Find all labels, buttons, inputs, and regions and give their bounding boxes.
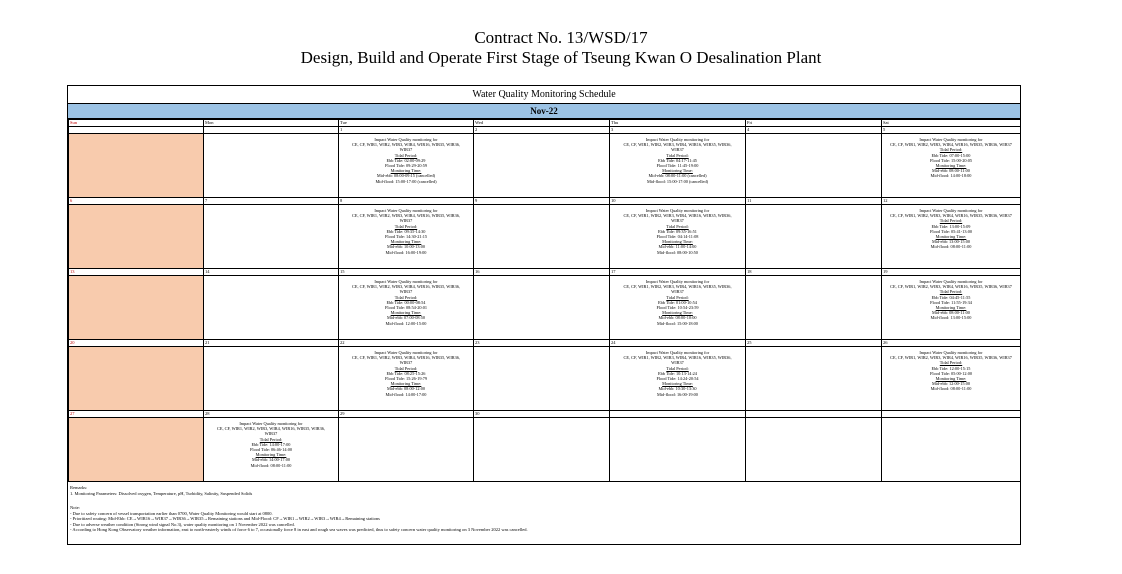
day-number: 29: [339, 411, 473, 418]
ev-heading: Impact Water Quality monitoring for: [919, 208, 983, 213]
ev-ebb: Ebb Tide: 13:00-15:09: [931, 223, 971, 229]
ev-stations: CE, CF, WIR1, WIR2, WIR3, WIR4, WIR16, WIR35, WIR36, WIR37: [623, 213, 732, 224]
day-number: 16: [474, 269, 609, 276]
monitoring-event: [882, 347, 1020, 392]
ev-stations: CE, CF, WIR1, WIR2, WIR3, WIR4, WIR16, WIR35, WIR36, WIR37: [351, 142, 461, 153]
day-number: [204, 127, 338, 134]
ev-monitoring-label: Monitoring Time:: [935, 305, 967, 311]
day-cell: [204, 340, 339, 411]
day-number: 18: [746, 269, 881, 276]
day-number: 4: [746, 127, 881, 134]
ev-tidal-label: Tidal Period:: [939, 147, 963, 153]
ev-heading: Impact Water Quality monitoring for: [919, 350, 983, 355]
day-cell: [339, 340, 474, 411]
ev-flood: Flood Tide: 14:24-20:54: [656, 376, 699, 382]
project-title: Design, Build and Operate First Stage of Tseung Kwan O Desalination Plant: [300, 48, 822, 67]
ev-heading: Impact Water Quality monitoring for: [374, 208, 438, 213]
day-number: 10: [610, 198, 745, 205]
day-number: [610, 411, 745, 418]
day-cell: [474, 269, 610, 340]
ev-mid-ebb: Mid-ebb: 08:00-09:15 (cancelled): [376, 173, 436, 179]
day-cell: [610, 340, 746, 411]
ev-tidal-label: Tidal Period:: [666, 294, 689, 300]
ev-tidal-label: Tidal Period:: [939, 218, 963, 224]
ev-monitoring-label: Monitoring Time:: [390, 381, 422, 387]
remarks-title: Remarks:: [70, 485, 88, 490]
day-cell: [69, 411, 204, 482]
ev-tidal-label: Tidal Period:: [394, 365, 418, 371]
ev-mid-ebb: Mid-ebb: 07:00-08:50: [386, 315, 426, 321]
remarks-section: [68, 482, 1020, 536]
ev-ebb: Ebb Tide: 09:35-16:51: [658, 228, 697, 234]
day-number: 5: [882, 127, 1020, 134]
day-cell: [474, 127, 610, 198]
day-number: 3: [610, 127, 745, 134]
ev-mid-ebb: Mid-ebb: 08:00-11:00: [932, 168, 970, 174]
ev-tidal-label: Tidal Period:: [666, 152, 689, 158]
day-name-row: [69, 120, 1021, 127]
day-cell: [204, 127, 339, 198]
ev-monitoring-label: Monitoring Time:: [390, 310, 422, 316]
ev-ebb: Ebb Tide: 08:25-15:26: [386, 370, 426, 376]
day-cell: [746, 340, 882, 411]
ev-ebb: Ebb Tide: 02:00-09:29: [386, 157, 426, 163]
monitoring-event: [882, 134, 1020, 179]
ev-flood: Flood Tide: 04:14-11:08: [656, 234, 699, 240]
ev-ebb: Ebb Tide: 04:45-11:55: [931, 294, 971, 300]
ev-tidal-label: Tidal Period:: [666, 223, 689, 229]
ev-mid-flood: Mid-flood: 14:00-17:00: [385, 391, 427, 397]
day-cell: [204, 198, 339, 269]
day-name-4: Thu: [610, 120, 746, 127]
day-number: 11: [746, 198, 881, 205]
day-cell: [746, 127, 882, 198]
ev-mid-flood: Mid-flood: 15:00-17:00 (cancelled): [375, 178, 437, 184]
ev-monitoring-label: Monitoring Time:: [935, 163, 967, 169]
ev-flood: Flood Tide: 06:46-14:00: [249, 447, 293, 453]
ev-heading: Impact Water Quality monitoring for: [919, 279, 983, 284]
day-cell: [69, 340, 204, 411]
ev-heading: Impact Water Quality monitoring for: [645, 137, 710, 142]
ev-heading: Impact Water Quality monitoring for: [645, 208, 710, 213]
day-cell: [746, 198, 882, 269]
ev-tidal-label: Tidal Period:: [394, 294, 418, 300]
ev-flood: Flood Tide: 11:45-19:00: [656, 163, 699, 169]
note-title: Note:: [70, 505, 80, 510]
ev-mid-ebb: Mid-ebb: 08:00-12:00: [386, 386, 426, 392]
day-number: 7: [204, 198, 338, 205]
ev-mid-flood: Mid-flood: 08:00-11:00: [250, 462, 292, 468]
monitoring-event: [610, 134, 745, 184]
ev-ebb: Ebb Tide: 00:00-08:54: [386, 299, 426, 305]
day-number: 23: [474, 340, 609, 347]
ev-flood: Flood Tide: 05:41-13:00: [929, 228, 973, 234]
ev-monitoring-label: Monitoring Time:: [662, 239, 693, 245]
monitoring-event: [610, 276, 745, 326]
day-cell: [610, 127, 746, 198]
ev-mid-flood: Mid-flood: 15:00-18:00: [657, 320, 698, 326]
week-row: [69, 198, 1021, 269]
monitoring-event: [204, 418, 338, 468]
ev-stations: CE, CF, WIR1, WIR2, WIR3, WIR4, WIR16, WIR35, WIR36, WIR37: [351, 284, 461, 295]
contract-number: Contract No. 13/WSD/17: [474, 28, 648, 47]
day-number: [746, 411, 881, 418]
ev-monitoring-label: Monitoring Time:: [662, 381, 693, 387]
ev-stations: CE, CF, WIR1, WIR2, WIR3, WIR4, WIR16, WIR35, WIR36, WIR37: [623, 355, 732, 366]
calendar-table: [68, 119, 1021, 482]
day-cell: [69, 127, 204, 198]
sunday-shade: [69, 134, 203, 197]
ev-flood: Flood Tide: 15:00-20:05: [929, 157, 973, 163]
day-number: 17: [610, 269, 745, 276]
week-row: [69, 269, 1021, 340]
day-cell: [610, 411, 746, 482]
day-number: 25: [746, 340, 881, 347]
ev-flood: Flood Tide: 09:29-20:59: [384, 163, 428, 169]
ev-tidal-label: Tidal Period:: [939, 360, 963, 366]
sunday-shade: [69, 418, 203, 481]
ev-monitoring-label: Monitoring Time:: [662, 168, 693, 174]
ev-flood: Flood Tide: 08:54-20:01: [384, 305, 428, 311]
ev-heading: Impact Water Quality monitoring for: [374, 350, 438, 355]
ev-monitoring-label: Monitoring Time:: [390, 239, 422, 245]
day-number: 14: [204, 269, 338, 276]
ev-monitoring-label: Monitoring Time:: [662, 310, 693, 316]
ev-mid-ebb: Mid-ebb: 08:00-10:00: [658, 315, 697, 321]
week-row: [69, 127, 1021, 198]
day-number: [69, 127, 203, 134]
ev-ebb: Ebb Tide: 04:17-11:45: [658, 157, 697, 163]
ev-tidal-label: Tidal Period:: [666, 365, 689, 371]
day-cell: [474, 340, 610, 411]
monitoring-event: [610, 347, 745, 397]
ev-ebb: Ebb Tide: 12:00-15:15: [931, 365, 971, 371]
day-cell: [882, 269, 1021, 340]
day-number: 26: [882, 340, 1020, 347]
day-cell: [474, 198, 610, 269]
monitoring-event: [610, 205, 745, 255]
ev-stations: CE, CF, WIR1, WIR2, WIR3, WIR4, WIR16, WIR35, WIR36, WIR37: [890, 355, 1012, 361]
monitoring-event: [882, 276, 1020, 321]
ev-flood: Flood Tide: 14:30-21:15: [384, 234, 428, 240]
ev-mid-flood: Mid-flood: 16:00-19:00: [657, 391, 698, 397]
day-cell: [882, 198, 1021, 269]
day-cell: [204, 269, 339, 340]
day-name-0: Sun: [69, 120, 204, 127]
day-name-3: Wed: [474, 120, 610, 127]
day-cell: [610, 198, 746, 269]
ev-stations: CE, CF, WIR1, WIR2, WIR3, WIR4, WIR16, WIR35, WIR36, WIR37: [890, 142, 1012, 148]
monitoring-event: [339, 134, 473, 184]
day-name-1: Mon: [204, 120, 339, 127]
ev-monitoring-label: Monitoring Time:: [390, 168, 422, 174]
ev-flood: Flood Tide: 10:54-23:59: [656, 305, 699, 311]
note-line-0: - Due to safety concern of vessel transportation earlier than 0700, Water Quality Monitoring would start at 0800.: [70, 510, 273, 516]
day-number: 28: [204, 411, 338, 418]
day-number: 19: [882, 269, 1020, 276]
ev-tidal-label: Tidal Period:: [259, 436, 283, 442]
ev-stations: CE, CF, WIR1, WIR2, WIR3, WIR4, WIR16, WIR35, WIR36, WIR37: [351, 213, 461, 224]
day-number: 21: [204, 340, 338, 347]
ev-monitoring-label: Monitoring Time:: [935, 376, 967, 382]
day-cell: [610, 269, 746, 340]
monitoring-event: [882, 205, 1020, 250]
ev-mid-ebb: Mid-ebb: 13:00-15:00: [931, 239, 971, 245]
ev-ebb: Ebb Tide: 10:13-14:24: [658, 370, 697, 376]
ev-stations: CE, CF, WIR1, WIR2, WIR3, WIR4, WIR16, WIR35, WIR36, WIR37: [216, 426, 326, 437]
day-number: 1: [339, 127, 473, 134]
remarks-parameters: 1. Monitoring Parameters: Dissolved oxygen, Temperature, pH, Turbidity, Salinity, Suspended Solids: [70, 490, 253, 496]
day-number: 15: [339, 269, 473, 276]
ev-heading: Impact Water Quality monitoring for: [645, 279, 710, 284]
ev-mid-flood: Mid-flood: 15:00-17:00 (cancelled): [646, 178, 709, 184]
ev-flood: Flood Tide: 11:55-19:34: [930, 299, 972, 305]
ev-heading: Impact Water Quality monitoring for: [645, 350, 710, 355]
ev-ebb: Ebb Tide: 01:00-10:54: [658, 299, 697, 305]
ev-mid-flood: Mid-flood: 16:00-19:00: [385, 249, 427, 255]
note-line-3: - According to Hong Kong Observatory weather information, east to north-easterly winds of force 6 to 7, occasionally force 8 in east and rough sea waves was predicted, thus to safety concern water quality monitoring on 3 November 2022 was cancelled.: [70, 527, 528, 532]
day-number: 12: [882, 198, 1020, 205]
sunday-shade: [69, 347, 203, 410]
note-line-1: - Prioritized routing: Mid-Ebb: CE→WIR16→WIR37→WIR36→WIR35→Remaining stations and Mid-Flood: CF→WIR1→WIR2→WIR3→WIR4→Remaining stations: [70, 516, 380, 521]
day-cell: [339, 269, 474, 340]
ev-heading: Impact Water Quality monitoring for: [374, 137, 438, 142]
ev-mid-ebb: Mid-ebb: 10:00-13:00: [386, 244, 426, 250]
sunday-shade: [69, 276, 203, 339]
ev-ebb: Ebb Tide: 07:00-15:00: [931, 152, 971, 158]
ev-mid-ebb: Mid-ebb: 10:30-13:30: [658, 386, 697, 392]
ev-mid-flood: Mid-flood: 12:00-15:00: [385, 320, 427, 326]
day-number: [882, 411, 1020, 418]
day-cell: [882, 127, 1021, 198]
ev-mid-flood: Mid-flood: 08:00-11:00: [930, 244, 972, 250]
monitoring-event: [339, 276, 473, 326]
ev-mid-flood: Mid-flood: 14:00-18:00: [930, 173, 972, 179]
ev-stations: CE, CF, WIR1, WIR2, WIR3, WIR4, WIR16, WIR35, WIR36, WIR37: [351, 355, 461, 366]
day-number: 2: [474, 127, 609, 134]
day-number: 9: [474, 198, 609, 205]
ev-mid-ebb: Mid-ebb: 14:00-17:00: [251, 457, 291, 463]
day-cell: [339, 198, 474, 269]
day-cell: [746, 269, 882, 340]
ev-mid-flood: Mid-flood: 08:00-11:00: [930, 386, 972, 392]
ev-mid-ebb: Mid-ebb: 12:00-15:00: [931, 381, 971, 387]
day-name-6: Sat: [882, 120, 1021, 127]
ev-tidal-label: Tidal Period:: [939, 289, 963, 295]
week-row: [69, 411, 1021, 482]
schedule-frame: [67, 85, 1021, 545]
ev-ebb: Ebb Tide: 09:35-14:30: [386, 228, 426, 234]
ev-mid-flood: Mid-flood: 08:00-10:50: [657, 249, 698, 255]
monitoring-event: [339, 205, 473, 255]
day-number: 27: [69, 411, 203, 418]
day-cell: [69, 198, 204, 269]
ev-monitoring-label: Monitoring Time:: [255, 452, 287, 458]
day-cell: [69, 269, 204, 340]
day-number: 13: [69, 269, 203, 276]
ev-ebb: Ebb Tide: 14:00-17:00: [251, 441, 291, 447]
ev-mid-ebb: Mid-ebb: 08:00-11:00: [932, 310, 970, 316]
day-number: 6: [69, 198, 203, 205]
ev-tidal-label: Tidal Period:: [394, 223, 418, 229]
ev-flood: Flood Tide: 15:26-19:79: [384, 376, 428, 382]
ev-heading: Impact Water Quality monitoring for: [374, 279, 438, 284]
day-number: 24: [610, 340, 745, 347]
monitoring-event: [339, 347, 473, 397]
ev-stations: CE, CF, WIR1, WIR2, WIR3, WIR4, WIR16, WIR35, WIR36, WIR37: [890, 213, 1012, 219]
ev-stations: CE, CF, WIR1, WIR2, WIR3, WIR4, WIR16, WIR35, WIR36, WIR37: [623, 284, 732, 295]
day-name-5: Fri: [746, 120, 882, 127]
ev-mid-ebb: Mid-ebb: 11:00-14:00: [658, 244, 697, 250]
day-name-2: Tue: [339, 120, 474, 127]
day-number: 30: [474, 411, 609, 418]
week-row: [69, 340, 1021, 411]
ev-mid-flood: Mid-flood: 13:00-15:00: [930, 315, 972, 321]
ev-stations: CE, CF, WIR1, WIR2, WIR3, WIR4, WIR16, WIR35, WIR36, WIR37: [623, 142, 732, 153]
day-cell: [882, 340, 1021, 411]
ev-monitoring-label: Monitoring Time:: [935, 234, 967, 240]
day-cell: [339, 127, 474, 198]
ev-heading: Impact Water Quality monitoring for: [919, 137, 983, 142]
sunday-shade: [69, 205, 203, 268]
ev-heading: Impact Water Quality monitoring for: [239, 421, 303, 426]
month-banner: Nov-22: [68, 104, 1020, 119]
schedule-title: Water Quality Monitoring Schedule: [68, 86, 1020, 104]
ev-tidal-label: Tidal Period:: [394, 152, 418, 158]
ev-flood: Flood Tide: 05:00-12:00: [929, 370, 973, 376]
day-cell: [339, 411, 474, 482]
day-number: 22: [339, 340, 473, 347]
day-cell: [746, 411, 882, 482]
day-cell: [474, 411, 610, 482]
ev-mid-ebb: Mid-ebb: 08:00-11:00 (cancelled): [648, 173, 707, 179]
note-line-2: - Due to adverse weather condition (Strong wind signal No.3), water quality monitoring on 1 November 2022 was cancelled.: [70, 521, 295, 527]
day-cell: [882, 411, 1021, 482]
day-cell: [204, 411, 339, 482]
ev-stations: CE, CF, WIR1, WIR2, WIR3, WIR4, WIR16, WIR35, WIR36, WIR37: [890, 284, 1012, 290]
day-number: 20: [69, 340, 203, 347]
day-number: 8: [339, 198, 473, 205]
